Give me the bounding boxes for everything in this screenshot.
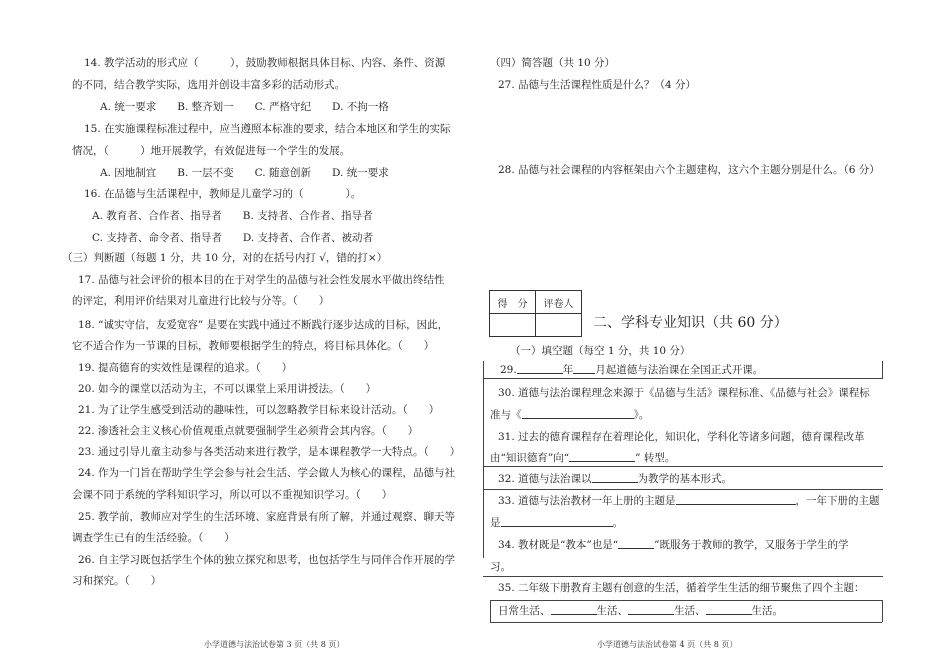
score-box (489, 290, 582, 337)
q21: 21. 为了让学生感受到活动的趣味性，可以忽略教学目标来设计活动。（ ） (78, 404, 440, 416)
page-footer-right: 小学道德与法治试卷第 4 页（共 8 页） (597, 640, 738, 649)
q34-line1: 34. 教材既是“教本”也是“ ”既服务于教师的教学，又服务于学生的学 (498, 539, 849, 551)
q28: 28. 品德与社会课程的内容框架由六个主题建构，这六个主题分别是什么。（6 分） (498, 164, 880, 176)
q35-line2: 日常生活、 生活、 生活、 生活。 (498, 605, 783, 617)
q35-row-border-top (490, 600, 882, 601)
q17-line1: 17. 品德与社会评价的根本目的在于对学生的品德与社会性发展水平做出终结性 (78, 274, 445, 286)
q33-line1: 33. 道德与法治教材一年上册的主题是 ，一年下册的主题 (498, 495, 880, 507)
q31-line2: 由“知识德育”向“ ” 转型。 (490, 452, 676, 464)
q27: 27. 品德与生活课程性质是什么？（4 分） (498, 79, 697, 91)
q34-blank[interactable] (618, 538, 654, 549)
q33-blank-2[interactable] (501, 516, 613, 527)
q32: 32. 道德与法治课以 为教学的基本形式。 (498, 473, 733, 485)
q24-line1: 24. 作为一门旨在帮助学生学会参与社会生活、学会做人为核心的课程，品德与社 (78, 467, 456, 479)
q25-line1: 25. 教学前，教师应对学生的生活环境、家庭背景有所了解，并通过观察、聊天等 (78, 511, 456, 523)
q29-year-blank[interactable] (517, 363, 563, 374)
q32-row-border (483, 489, 883, 490)
q34-row-border (483, 576, 883, 577)
q23: 23. 通过引导儿童主动参与各类活动来进行教学，是本课程教学一大特点。（ ） (78, 446, 461, 458)
q35-line1: 35. 二年级下册教育主题有创意的生活，循着学生生活的细节聚焦了四个主题： (498, 582, 865, 594)
q26-line1: 26. 自主学习既包括学生个体的独立探究和思考，也包括学生与同伴合作开展的学 (78, 554, 456, 566)
page-footer-left: 小学道德与法治试卷第 3 页（共 8 页） (204, 640, 345, 649)
q35-right-border (882, 600, 883, 622)
q31-row-border (483, 466, 883, 467)
q26-line2: 习和探究。（ ） (72, 575, 162, 587)
q35-row-border-bottom (490, 622, 882, 623)
q30-line2: 准与《 》。 (490, 409, 650, 421)
grader-cell[interactable] (536, 314, 582, 337)
score-label: 得 分 (490, 291, 536, 314)
q35-left-border (490, 600, 491, 622)
q34-line2: 习。 (490, 561, 511, 573)
answer-area-right-border-top (882, 361, 883, 379)
q30-line1: 30. 道德与法治课程理念来源于《品德与生活》课程标准、《品德与社会》课程标 (498, 387, 870, 399)
q35-blank-1[interactable] (551, 604, 597, 615)
q15-options: A. 因地制宜 B. 一层不变 C. 随意创新 D. 统一要求 (100, 167, 389, 179)
q24-line2: 会课不同于系统的学科知识学习，所以可以不重视知识学习。（ ） (72, 489, 393, 501)
q16-options-ab: A. 教育者、合作者、指导者 B. 支持者、合作者、指导者 (92, 210, 373, 222)
q18-line2: 它不适合作为一节课的目标，教师要根据学生的特点，将目标具体化。（ ） (72, 340, 435, 352)
q33-line2: 是 。 (490, 517, 623, 529)
q30-blank[interactable] (522, 408, 634, 419)
q35-blank-2[interactable] (628, 604, 674, 615)
q29-row-border (483, 378, 883, 379)
q14-options: A. 统一要求 B. 整齐划一 C. 严格守纪 D. 不拘一格 (100, 101, 389, 113)
q31-line1: 31. 过去的德育课程存在着理论化，知识化，学科化等诸多问题，德育课程改革 (498, 431, 865, 443)
q31-blank[interactable] (569, 451, 635, 462)
q25-line2: 调查学生已有的生活经验。（ ） (72, 532, 235, 544)
q22: 22. 渗透社会主义核心价值观重点就要强制学生必须背会其内容。（ ） (78, 425, 419, 437)
short-answer-section-title: （四）简答题（共 10 分） (490, 57, 616, 69)
judgment-section-title: （三）判断题（每题 1 分，共 10 分，对的在括号内打 √，错的打×） (62, 252, 388, 264)
q16-stem: 16. 在品德与生活课程中，教师是儿童学习的（ ）。 (84, 188, 362, 200)
grader-label: 评卷人 (536, 291, 582, 314)
q33-blank-1[interactable] (676, 494, 796, 505)
q32-blank[interactable] (592, 472, 638, 483)
q29: 29. 年 月起道德与法治课在全国正式开课。 (500, 364, 764, 376)
q14-stem-line1: 14. 教学活动的形式应（ ），鼓励教师根据具体目标、内容、条件、资源 (84, 57, 446, 69)
section-title: 二、学科专业知识（共 60 分） (593, 315, 788, 331)
q15-stem-line1: 15. 在实施课程标准过程中，应当遵照本标准的要求，结合本地区和学生的实际 (84, 123, 451, 135)
q18-line1: 18. “诚实守信，友爱宽容” 是要在实践中通过不断践行逐步达成的目标，因此， (78, 319, 449, 331)
answer-area-left-border (483, 361, 484, 558)
q19: 19. 提高德育的实效性是课程的追求。（ ） (78, 362, 293, 374)
q17-line2: 的评定，利用评价结果对儿童进行比较与分等。（ ） (72, 295, 330, 307)
q29-month-blank[interactable] (573, 363, 595, 374)
score-cell[interactable] (490, 314, 536, 337)
fill-in-section-title: （一）填空题（每空 1 分，共 10 分） (510, 345, 691, 357)
q35-blank-3[interactable] (706, 604, 752, 615)
q14-stem-line2: 的不同，结合教学实际，选用并创设丰富多彩的活动形式。 (72, 79, 345, 91)
q20: 20. 如今的课堂以活动为主，不可以课堂上采用讲授法。（ ） (78, 383, 377, 395)
q15-stem-line2: 情况，（ ）地开展教学，有效促进每一个学生的发展。 (72, 145, 351, 157)
q16-options-cd: C. 支持者、命令者、指导者 D. 支持者、合作者、被动者 (92, 232, 374, 244)
